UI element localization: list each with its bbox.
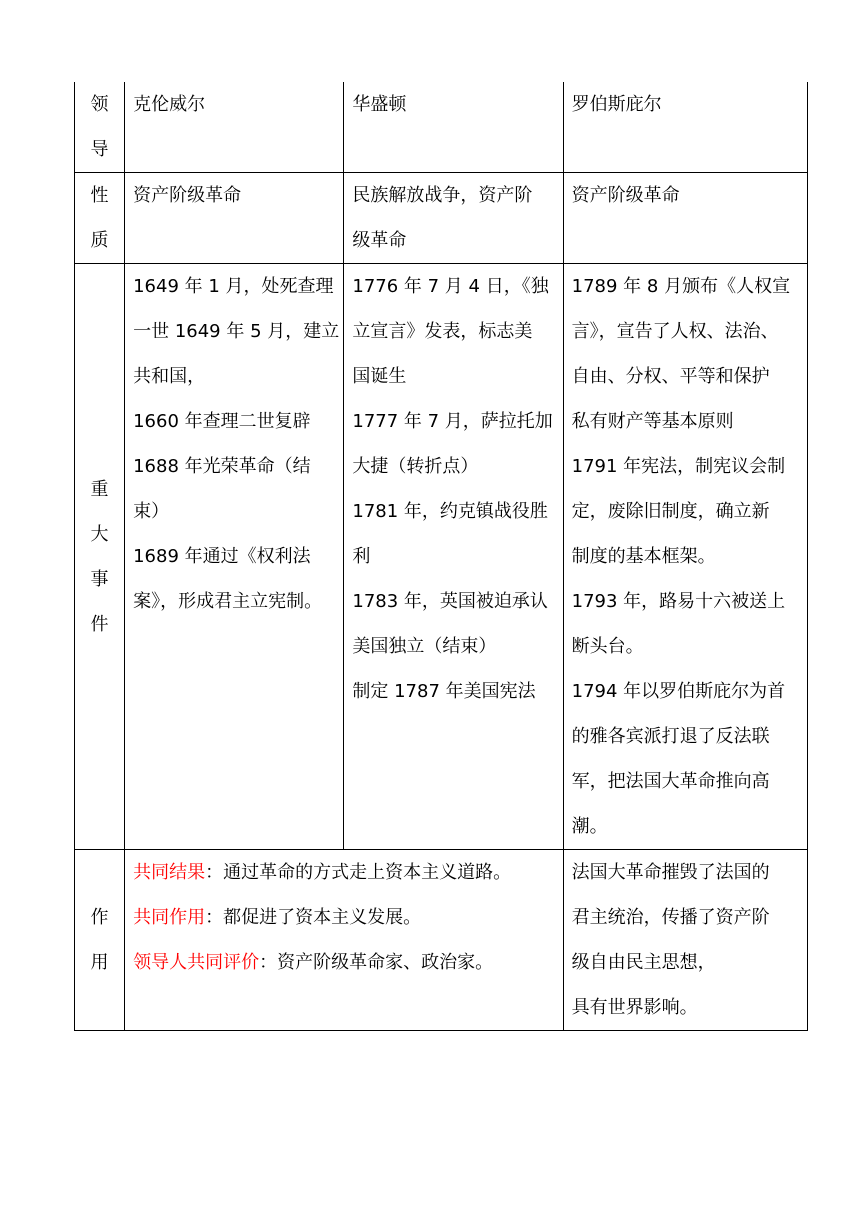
event-line: 言》，宣告了人权、法治、 [571, 321, 779, 342]
events-america-cell [344, 264, 563, 850]
nature-america-line: 级革命 [352, 230, 407, 251]
leader-america-cell: 华盛顿 [344, 82, 563, 173]
leader-label-char: 导 [90, 139, 109, 160]
event-line: 1791 年宪法，制宪议会制 [571, 456, 786, 477]
event-line: 1776 年 7 月 4 日，《独 [352, 276, 549, 297]
events-row [75, 264, 808, 850]
effect-label-char: 用 [90, 952, 109, 973]
leader-row [75, 82, 808, 173]
effect-text: ：都促进了资本主义发展。 [205, 907, 422, 928]
event-line: 共和国， [133, 366, 206, 387]
event-line: 制度的基本框架。 [571, 546, 716, 567]
event-line: 断头台。 [571, 636, 644, 657]
event-line: 大捷（转折点） [352, 456, 479, 477]
effect-text: ：通过革命的方式走上资本主义道路。 [205, 862, 512, 883]
effect-label-cell [75, 850, 125, 1031]
event-line: 的雅各宾派打退了反法联 [571, 726, 770, 747]
event-line: 自由、分权、平等和保护 [571, 366, 770, 387]
event-line: 1777 年 7 月，萨拉托加 [352, 411, 553, 432]
event-line: 1660 年查理二世复辟 [133, 411, 311, 432]
effect-key: 共同作用 [133, 907, 206, 928]
events-label-cell [75, 264, 125, 850]
effect-text: ：资产阶级革命家、政治家。 [259, 952, 494, 973]
effect-key: 领导人共同评价 [133, 952, 260, 973]
event-line: 利 [352, 546, 371, 567]
event-line: 军，把法国大革命推向高 [571, 771, 770, 792]
events-label-char: 件 [90, 613, 109, 635]
nature-row [75, 173, 808, 264]
effect-france-line: 具有世界影响。 [571, 997, 698, 1018]
event-line: 立宣言》发表，标志美 [352, 321, 533, 342]
effect-common-line [133, 940, 559, 985]
event-line: 一世 1649 年 5 月，建立 [133, 321, 340, 342]
effect-common-cell [125, 850, 564, 1031]
leader-france-cell: 罗伯斯庇尔 [563, 82, 807, 173]
comparison-table [74, 82, 808, 1031]
effect-france-line: 法国大革命摧毁了法国的 [571, 862, 770, 883]
events-england-cell [125, 264, 344, 850]
leader-label-char: 领 [90, 94, 109, 115]
event-line: 1794 年以罗伯斯庇尔为首 [571, 681, 786, 702]
effect-common-line [133, 850, 559, 895]
event-line: 1649 年 1 月，处死查理 [133, 276, 334, 297]
nature-france-cell: 资产阶级革命 [563, 173, 807, 264]
event-line: 案》，形成君主立宪制。 [133, 591, 323, 612]
event-line: 国诞生 [352, 366, 407, 387]
effect-france-line: 级自由民主思想， [571, 952, 716, 973]
effect-france-cell [563, 850, 807, 1031]
event-line: 束） [133, 501, 170, 522]
nature-england-cell: 资产阶级革命 [125, 173, 344, 264]
nature-america-line: 民族解放战争，资产阶 [352, 185, 533, 206]
events-france-cell [563, 264, 807, 850]
leader-label-cell [75, 82, 125, 173]
nature-label-cell [75, 173, 125, 264]
nature-label-char: 性 [90, 185, 109, 206]
event-line: 1689 年通过《权利法 [133, 546, 311, 567]
effect-label-char: 作 [90, 907, 109, 928]
effect-key: 共同结果 [133, 862, 206, 883]
nature-label-char: 质 [90, 230, 109, 251]
effect-france-line: 君主统治，传播了资产阶 [571, 907, 770, 928]
events-label-char: 重 [90, 478, 109, 500]
nature-america-cell [344, 173, 563, 264]
events-label-char: 大 [90, 523, 109, 545]
event-line: 1793 年，路易十六被送上 [571, 591, 786, 612]
leader-england-cell: 克伦威尔 [125, 82, 344, 173]
event-line: 潮。 [571, 816, 608, 837]
event-line: 私有财产等基本原则 [571, 411, 734, 432]
event-line: 1688 年光荣革命（结 [133, 456, 311, 477]
effect-common-line [133, 895, 559, 940]
event-line: 制定 1787 年美国宪法 [352, 681, 536, 702]
event-line: 美国独立（结束） [352, 636, 497, 657]
event-line: 1783 年，英国被迫承认 [352, 591, 548, 612]
events-label-char: 事 [90, 568, 109, 590]
effect-row [75, 850, 808, 1031]
event-line: 1789 年 8 月颁布《人权宣 [571, 276, 791, 297]
event-line: 1781 年，约克镇战役胜 [352, 501, 548, 522]
event-line: 定，废除旧制度，确立新 [571, 501, 770, 522]
